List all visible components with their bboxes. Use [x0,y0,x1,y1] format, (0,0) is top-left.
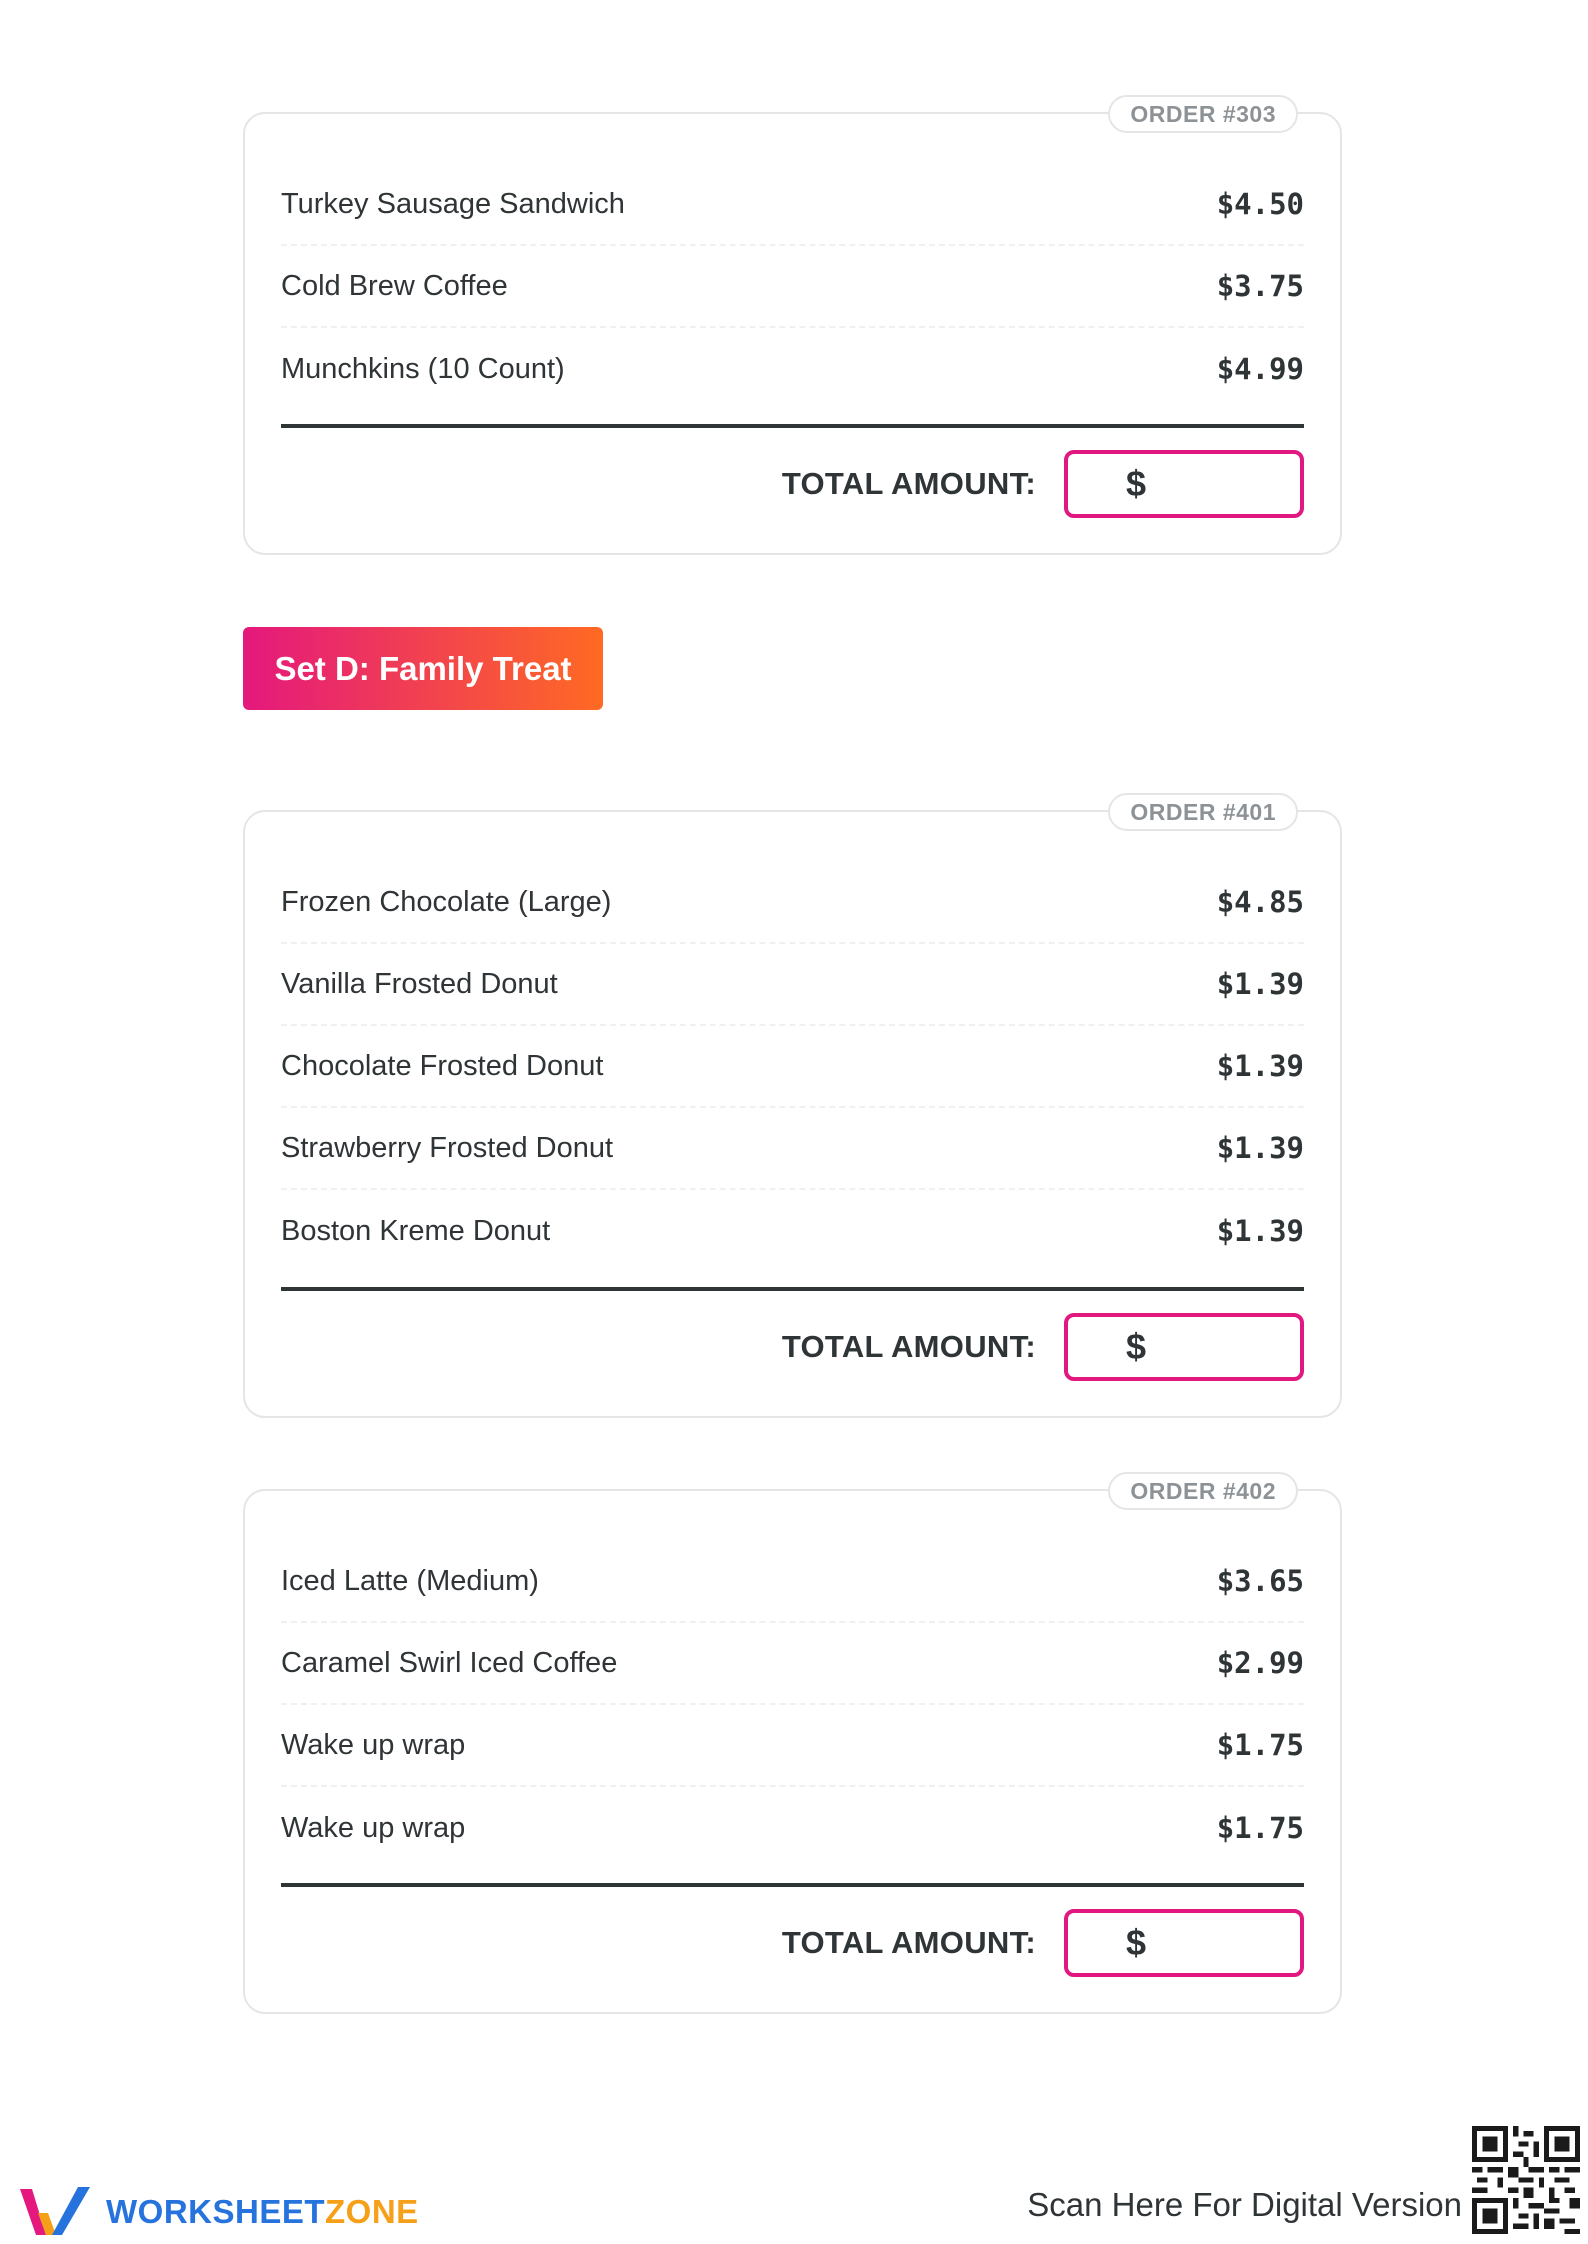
item-name: Strawberry Frosted Donut [281,1131,614,1164]
list-item [281,1787,1304,1869]
item-price: $3.75 [1216,269,1304,303]
total-divider [281,424,1304,428]
item-price: $1.39 [1216,1131,1304,1165]
order-number-badge: ORDER #401 [1108,793,1298,831]
item-name: Boston Kreme Donut [281,1214,551,1247]
total-amount-input[interactable] [1064,1909,1304,1977]
scan-instruction: Scan Here For Digital Version [1027,2186,1462,2223]
list-item [281,862,1304,944]
worksheetzone-logo-icon [18,2183,94,2241]
list-item [281,1190,1304,1272]
item-price: $4.99 [1216,352,1304,386]
item-price: $1.75 [1216,1728,1304,1762]
dollar-sign: $ [1126,1326,1147,1367]
order-number-badge: ORDER #303 [1108,95,1298,133]
item-price: $2.99 [1216,1646,1304,1680]
total-amount-label: TOTAL AMOUNT: [781,1925,1036,1960]
order-number-badge: ORDER #402 [1108,1472,1298,1510]
item-name: Caramel Swirl Iced Coffee [281,1646,618,1679]
item-name: Frozen Chocolate (Large) [281,885,612,918]
set-title-banner: Set D: Family Treat [243,627,603,710]
order-card-401 [243,798,1342,1418]
item-name: Vanilla Frosted Donut [281,967,558,1000]
total-amount-input[interactable] [1064,450,1304,518]
item-price: $1.39 [1216,967,1304,1001]
order-items-list [281,164,1304,410]
total-divider [281,1883,1304,1887]
order-card-402 [243,1477,1342,2014]
item-price: $1.39 [1216,1214,1304,1248]
list-item [281,246,1304,328]
item-name: Chocolate Frosted Donut [281,1049,604,1082]
total-amount-label: TOTAL AMOUNT: [781,1329,1036,1364]
item-price: $4.50 [1216,187,1304,221]
brand-name [106,2193,419,2231]
qr-code-icon[interactable] [1472,2126,1580,2234]
total-amount-label: TOTAL AMOUNT: [781,466,1036,501]
list-item [281,1026,1304,1108]
item-name: Iced Latte (Medium) [281,1564,539,1597]
item-price: $1.39 [1216,1049,1304,1083]
list-item [281,944,1304,1026]
item-name: Munchkins (10 Count) [281,352,565,385]
item-name: Wake up wrap [281,1811,466,1844]
brand-name-part1: WORKSHEET [106,2193,325,2230]
brand-logo[interactable] [18,2183,419,2241]
list-item [281,1541,1304,1623]
brand-name-part2: ZONE [325,2193,419,2230]
dollar-sign: $ [1126,1922,1147,1963]
item-name: Turkey Sausage Sandwich [281,187,625,220]
item-price: $1.75 [1216,1811,1304,1845]
list-item [281,1705,1304,1787]
item-price: $4.85 [1216,885,1304,919]
order-items-list [281,862,1304,1272]
list-item [281,164,1304,246]
order-card-303 [243,100,1342,555]
item-name: Wake up wrap [281,1728,466,1761]
total-amount-input[interactable] [1064,1313,1304,1381]
item-price: $3.65 [1216,1564,1304,1598]
list-item [281,328,1304,410]
item-name: Cold Brew Coffee [281,269,508,302]
dollar-sign: $ [1126,463,1147,504]
list-item [281,1623,1304,1705]
list-item [281,1108,1304,1190]
order-items-list [281,1541,1304,1869]
total-divider [281,1287,1304,1291]
